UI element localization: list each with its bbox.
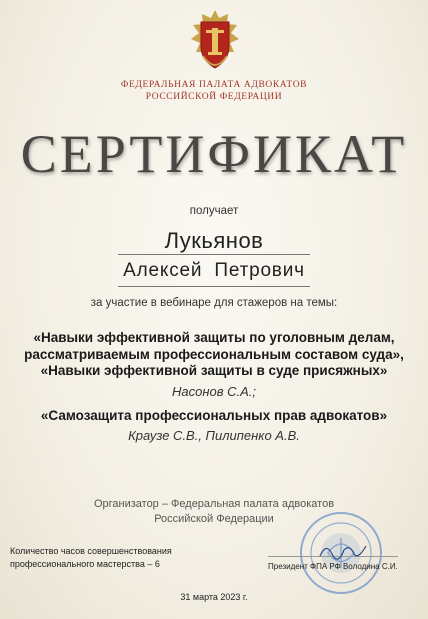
topic-1-title: «Навыки эффективной защиты по уголовным делам, рассматриваемым профессиональным составом суда», «Навыки эффективной защиты в суде присяжных»	[24, 330, 404, 378]
emblem-icon	[189, 8, 241, 74]
recipient-surname: Лукьянов	[164, 228, 264, 253]
certificate-date: 31 марта 2023 г.	[180, 592, 248, 602]
organizer-line-1: Организатор – Федеральная палата адвокатов	[93, 498, 335, 510]
signature-icon	[318, 540, 368, 562]
topic-2-authors: Краузе С.В., Пилипенко А.В.	[128, 428, 300, 443]
recipient-name: Алексей Петрович	[123, 260, 305, 281]
certificate-title: СЕРТИФИКАТ	[20, 124, 408, 184]
receives-label: получает	[189, 205, 239, 217]
topic-2-title: «Самозащита профессиональных прав адвокатов»	[40, 407, 388, 423]
hours-line-1: Количество часов совершенствования	[10, 546, 172, 556]
participation-text: за участие в вебинаре для стажеров на темы:	[90, 297, 338, 309]
organizer-line-2: Российской Федерации	[154, 513, 274, 525]
organization-line-1: ФЕДЕРАЛЬНАЯ ПАЛАТА АДВОКАТОВ	[120, 80, 308, 90]
organization-line-2: РОССИЙСКОЙ ФЕДЕРАЦИИ	[145, 92, 283, 102]
name-underline	[118, 286, 310, 287]
president-signature: Президент ФПА РФ Володина С.И.	[268, 562, 398, 571]
hours-info	[10, 545, 172, 571]
surname-underline	[118, 254, 310, 255]
topics-list	[20, 330, 408, 452]
topic-1-authors: Насонов С.А.;	[171, 383, 257, 399]
hours-line-2: профессионального мастерства – 6	[10, 559, 160, 569]
